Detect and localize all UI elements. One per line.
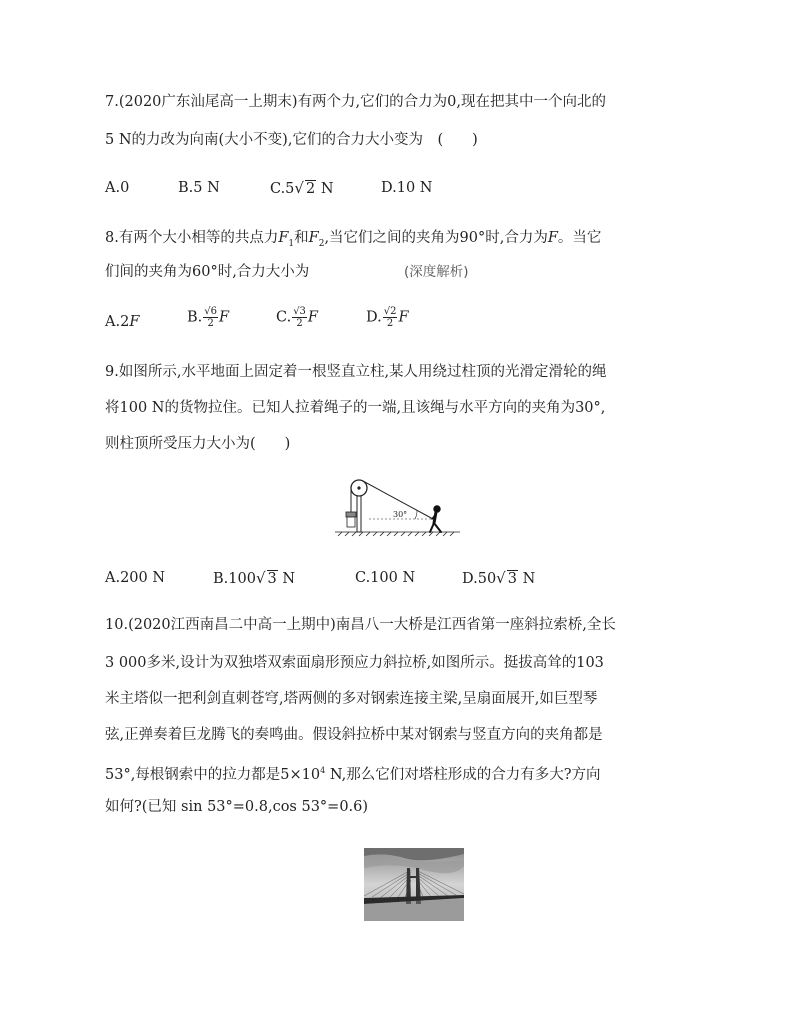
q7-option-b[interactable]: B.5 N (178, 180, 220, 196)
q8-option-c-var: F (307, 309, 318, 326)
q9-line2: 将100 N的货物拉住。已知人拉着绳子的一端,且该绳与水平方向的夹角为30°, (105, 400, 606, 416)
q8-option-b-den: 2 (207, 318, 214, 329)
q8-number: 8. (105, 230, 119, 246)
q8-option-b-var: F (219, 309, 230, 326)
q7-option-c-unit: N (316, 181, 334, 197)
q8-option-c-den: 2 (296, 318, 303, 329)
q8-stem-1b: ,当它们之间的夹角为90°时,合力为 (324, 230, 548, 246)
q7-option-d[interactable]: D.10 N (381, 180, 433, 196)
q8-option-a[interactable] (105, 312, 139, 332)
q10-stem-5b: N,那么它们对塔柱形成的合力有多大?方向 (325, 766, 601, 783)
q9-number: 9. (105, 364, 119, 380)
q8-f1-sub: 1 (288, 238, 295, 249)
q8-f2: F (308, 230, 319, 246)
q7-stem-1: 有两个力,它们的合力为0,现在把其中一个向北的 (297, 94, 607, 110)
q10-exponent: 4 (320, 766, 326, 775)
q8-line2 (105, 262, 309, 282)
q9-stem-1: 如图所示,水平地面上固定着一根竖直立柱,某人用绕过柱顶的光滑定滑轮的绳 (118, 364, 607, 380)
q8-option-b-num: √6 (204, 306, 217, 317)
q8-option-b-fraction (203, 306, 218, 329)
q8-line1 (105, 228, 601, 254)
q8-stem-1a: 有两个大小相等的共点力 (118, 230, 279, 246)
q9-option-c[interactable]: C.100 N (355, 570, 416, 586)
q8-stem-2: 们间的夹角为60°时,合力大小为 (105, 264, 310, 280)
q8-option-c[interactable] (276, 306, 318, 329)
q8-option-b[interactable] (187, 306, 229, 329)
q9-line3: 则柱顶所受压力大小为( ) (105, 436, 291, 452)
q7-line1 (105, 92, 606, 112)
q10-line1 (105, 615, 616, 635)
bridge-photo (364, 848, 464, 921)
q8-f1: F (278, 230, 289, 246)
q8-option-d[interactable] (366, 306, 409, 329)
q8-option-c-prefix: C. (276, 309, 292, 326)
q9-option-b-prefix: B.100 (213, 571, 256, 587)
q9-option-d[interactable]: D.50√ 3 N (462, 569, 536, 587)
q10-line4: 弦,正弹奏着巨龙腾飞的奏鸣曲。假设斜拉桥中某对钢索与竖直方向的夹角都是 (105, 727, 603, 743)
q8-f2-sub: 2 (318, 238, 325, 249)
q7-option-c-radicand: 2 (305, 181, 316, 197)
q8-option-d-prefix: D. (366, 309, 382, 326)
q10-line5 (105, 761, 601, 785)
q9-option-d-radicand: 3 (507, 571, 517, 587)
q7-option-a[interactable]: A.0 (105, 180, 130, 196)
q10-number: 10. (105, 617, 129, 633)
q10-stem-5a: 53°,每根钢索中的拉力都是5×10 (105, 766, 321, 783)
q8-option-a-prefix: A.2 (105, 314, 130, 330)
q8-option-d-var: F (398, 309, 409, 326)
q9-option-b[interactable]: B.100√ 3 N (213, 569, 296, 587)
q8-stem-1c: 。当它 (557, 230, 602, 246)
q10-line2: 3 000多米,设计为双独塔双索面扇形预应力斜拉桥,如图所示。挺拔高耸的103 (105, 655, 604, 671)
q8-option-d-num: √2 (383, 306, 397, 317)
q9-option-d-prefix: D.50 (462, 571, 497, 587)
hanging-load (346, 512, 356, 527)
person-pulling (430, 506, 441, 532)
q7-option-c[interactable]: C.5√ 2 N (270, 179, 334, 197)
q8-f: F (547, 230, 558, 246)
q9-option-b-radicand: 3 (267, 571, 277, 587)
q10-line6: 如何?(已知 sin 53°=0.8,cos 53°=0.6) (105, 799, 369, 815)
q8-and: 和 (294, 230, 309, 246)
q9-option-b-unit: N (277, 571, 296, 587)
q9-option-a[interactable]: A.200 N (105, 570, 166, 586)
q8-option-b-prefix: B. (187, 309, 203, 326)
q9-option-d-unit: N (517, 571, 536, 587)
q8-option-d-den: 2 (386, 318, 394, 329)
q8-option-d-fraction (383, 306, 398, 329)
q10-source: (2020江西南昌二中高一上期中) (128, 617, 336, 633)
q10-stem-1: 南昌八一大桥是江西省第一座斜拉索桥,全长 (335, 617, 616, 633)
q10-line3: 米主塔似一把利剑直刺苍穹,塔两侧的多对钢索连接主梁,呈扇面展开,如巨型琴 (105, 691, 598, 707)
q8-option-a-var: F (129, 314, 140, 330)
angle-label: 30° (393, 510, 408, 519)
q9-line1 (105, 362, 607, 382)
q9-figure (335, 476, 460, 538)
q8-option-c-num: √3 (293, 306, 306, 317)
q8-option-c-fraction (292, 306, 307, 329)
q7-line2: 5 N的力改为向南(大小不变),它们的合力大小变为 ( ) (105, 132, 478, 148)
q7-option-c-prefix: C.5 (270, 181, 295, 197)
q7-source: (2020广东汕尾高一上期末) (118, 94, 298, 110)
q8-deep-analysis-note: (深度解析) (404, 264, 469, 280)
q7-number: 7. (105, 94, 119, 110)
